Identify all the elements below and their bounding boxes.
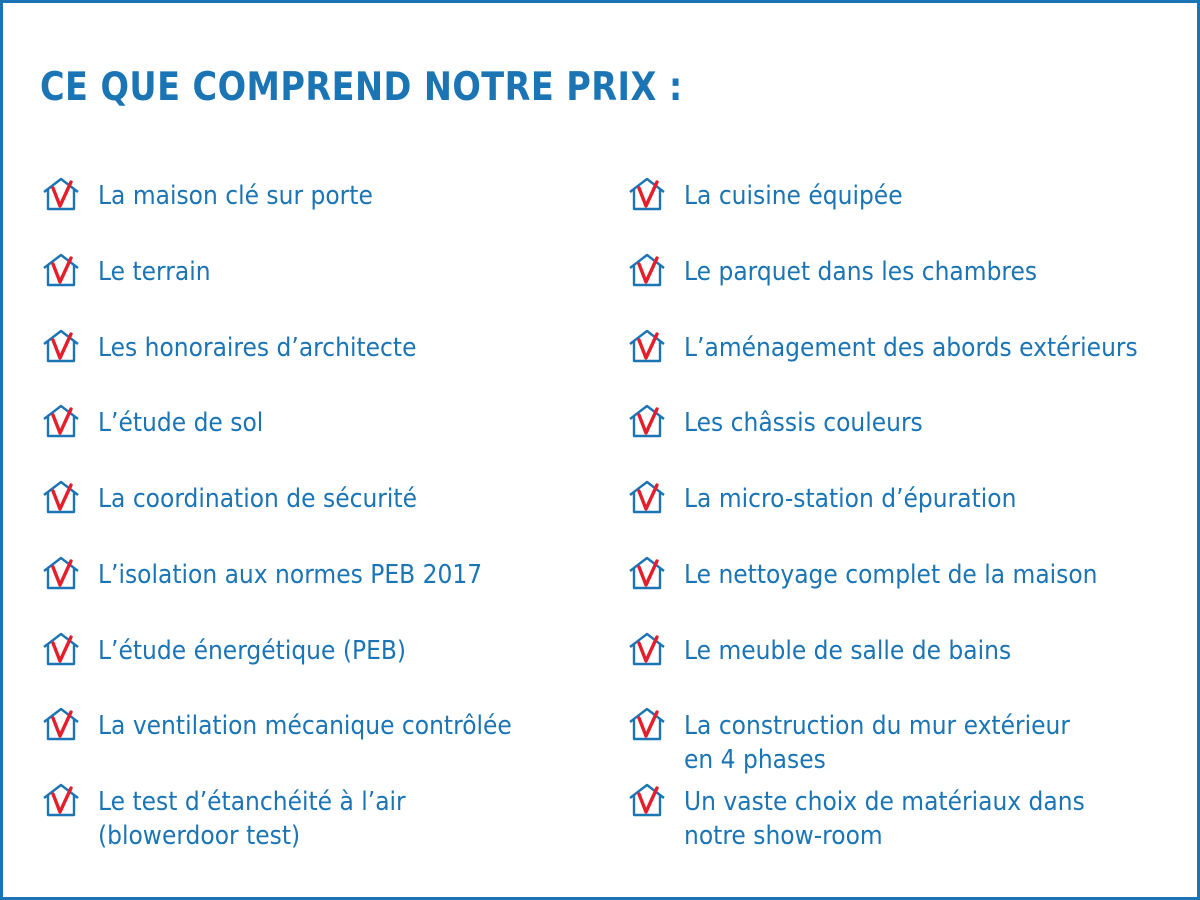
- list-item: [40, 785, 440, 853]
- house-check-icon: [40, 251, 82, 289]
- list-item-label: Le parquet dans les chambres: [684, 257, 1038, 287]
- list-item: [40, 709, 558, 743]
- house-check-icon: [40, 478, 82, 516]
- list-item-label: La construction du mur extérieur en 4 phases: [684, 711, 1070, 775]
- list-item-label: Les châssis couleurs: [684, 408, 923, 438]
- list-item-label: La cuisine équipée: [684, 181, 903, 211]
- house-check-icon: [626, 478, 668, 516]
- list-item-label: Les honoraires d’architecte: [98, 333, 417, 363]
- house-check-icon: [40, 705, 82, 743]
- list-item-label: Le terrain: [98, 257, 211, 287]
- list-item: [626, 634, 1047, 668]
- house-check-icon: [626, 251, 668, 289]
- house-check-icon: [626, 705, 668, 743]
- list-item-label: La ventilation mécanique contrôlée: [98, 711, 512, 741]
- house-check-icon: [626, 327, 668, 365]
- list-item-label: L’étude de sol: [98, 408, 264, 438]
- house-check-icon: [626, 175, 668, 213]
- list-item: [626, 785, 1129, 853]
- house-check-icon: [626, 630, 668, 668]
- list-item: [626, 179, 927, 213]
- list-item: [40, 331, 452, 365]
- list-item-label: La coordination de sécurité: [98, 484, 417, 514]
- list-item-label: La maison clé sur porte: [98, 181, 373, 211]
- list-item: [626, 331, 1188, 365]
- house-check-icon: [40, 554, 82, 592]
- list-item: [626, 406, 949, 440]
- list-item-label: La micro-station d’épuration: [684, 484, 1017, 514]
- list-item-label: Le test d’étanchéité à l’air (blowerdoor test): [98, 787, 406, 851]
- list-item-label: Le meuble de salle de bains: [684, 636, 1012, 666]
- house-check-icon: [40, 402, 82, 440]
- house-check-icon: [40, 327, 82, 365]
- list-item-label: L’étude énergétique (PEB): [98, 636, 407, 666]
- list-item: [40, 634, 440, 668]
- list-item: [626, 255, 1076, 289]
- list-item: [40, 482, 452, 516]
- list-item: [40, 406, 282, 440]
- list-item: [626, 709, 1113, 777]
- list-item: [626, 558, 1143, 592]
- house-check-icon: [40, 781, 82, 819]
- list-item: [626, 482, 1053, 516]
- list-item-label: Un vaste choix de matériaux dans notre show-room: [684, 787, 1085, 851]
- house-check-icon: [40, 630, 82, 668]
- list-item-label: L’isolation aux normes PEB 2017: [98, 560, 483, 590]
- house-check-icon: [626, 402, 668, 440]
- list-item-label: Le nettoyage complet de la maison: [684, 560, 1098, 590]
- house-check-icon: [626, 554, 668, 592]
- page-title: CE QUE COMPREND NOTRE PRIX :: [40, 65, 683, 110]
- list-item: [40, 558, 525, 592]
- house-check-icon: [626, 781, 668, 819]
- list-item-label: L’aménagement des abords extérieurs: [684, 333, 1138, 363]
- list-item: [40, 255, 223, 289]
- house-check-icon: [40, 175, 82, 213]
- list-item: [40, 179, 403, 213]
